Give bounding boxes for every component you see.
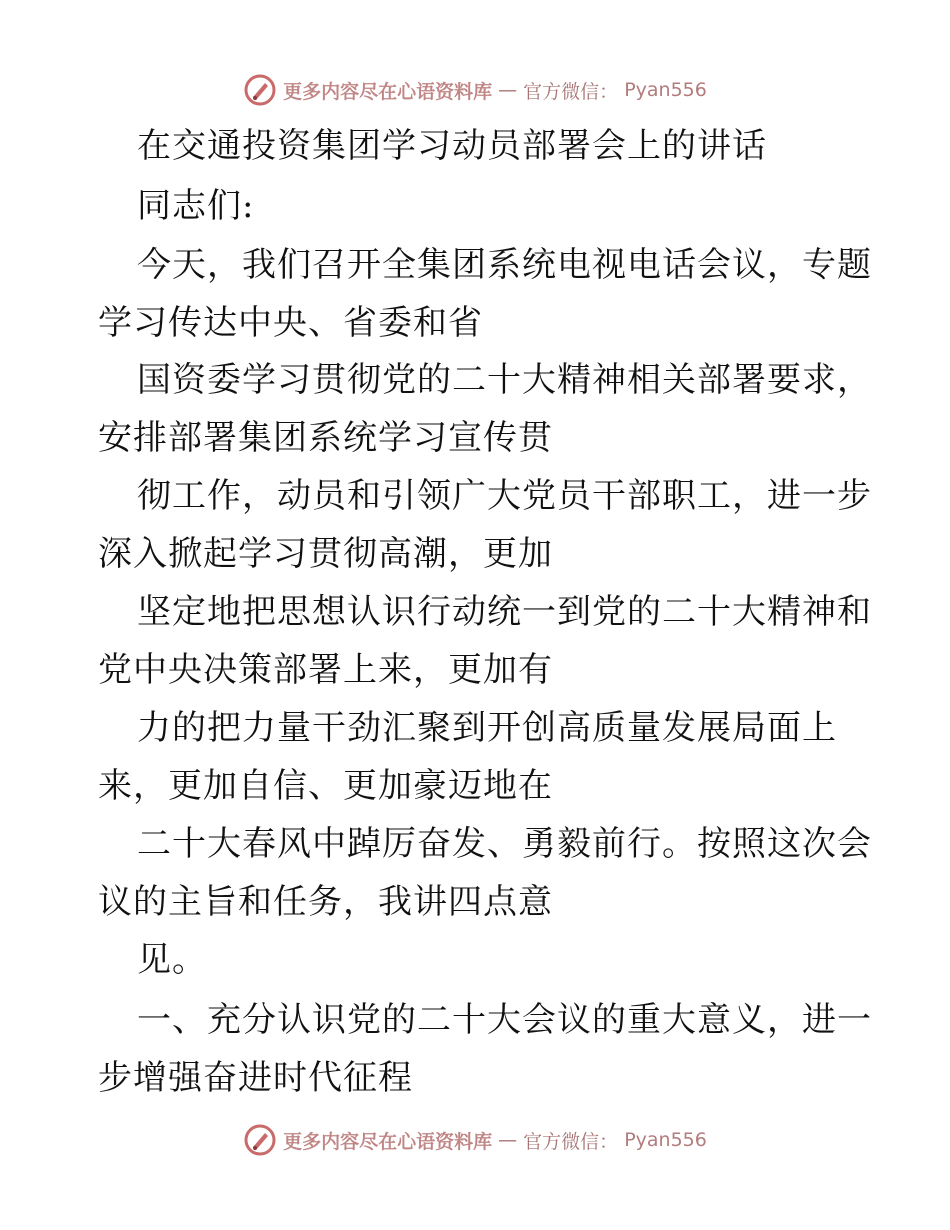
watermark-main-text: 更多内容尽在心语资料库 [283,1130,493,1153]
document-salutation: 同志们: [137,186,255,226]
watermark-dash: — [498,79,518,101]
section-heading-line: 一、充分认识党的二十大会议的重大意义，进一 [137,1000,872,1040]
paragraph-line: 二十大春风中踔厉奋发、勇毅前行。按照这次会 [137,824,872,864]
paragraph-line: 见。 [137,940,207,980]
paragraph-line: 学习传达中央、省委和省 [98,303,483,343]
watermark-dash: — [498,1129,518,1151]
watermark-footer [0,1120,950,1160]
watermark-header [0,70,950,110]
pen-logo-icon [243,73,277,107]
watermark-id: Pyan556 [624,1129,707,1151]
paragraph-line: 深入掀起学习贯彻高潮，更加 [98,534,553,574]
paragraph-line: 议的主旨和任务，我讲四点意 [98,882,553,922]
paragraph-line: 来，更加自信、更加豪迈地在 [98,766,553,806]
watermark-sub-text: 官方微信： [523,1130,619,1153]
paragraph-line: 国资委学习贯彻党的二十大精神相关部署要求， [137,360,872,400]
watermark-id: Pyan556 [624,79,707,101]
paragraph-line: 坚定地把思想认识行动统一到党的二十大精神和 [137,592,872,632]
paragraph-line: 力的把力量干劲汇聚到开创高质量发展局面上 [137,708,837,748]
section-heading-line: 步增强奋进时代征程 [98,1058,413,1098]
pen-logo-icon [243,1123,277,1157]
paragraph-line: 安排部署集团系统学习宣传贯 [98,418,553,458]
watermark-sub-text: 官方微信： [523,80,619,103]
paragraph-line: 今天，我们召开全集团系统电视电话会议，专题 [137,245,872,285]
watermark-main-text: 更多内容尽在心语资料库 [283,80,493,103]
paragraph-line: 彻工作，动员和引领广大党员干部职工，进一步 [137,476,872,516]
document-title: 在交通投资集团学习动员部署会上的讲话 [137,126,767,166]
paragraph-line: 党中央决策部署上来，更加有 [98,650,553,690]
